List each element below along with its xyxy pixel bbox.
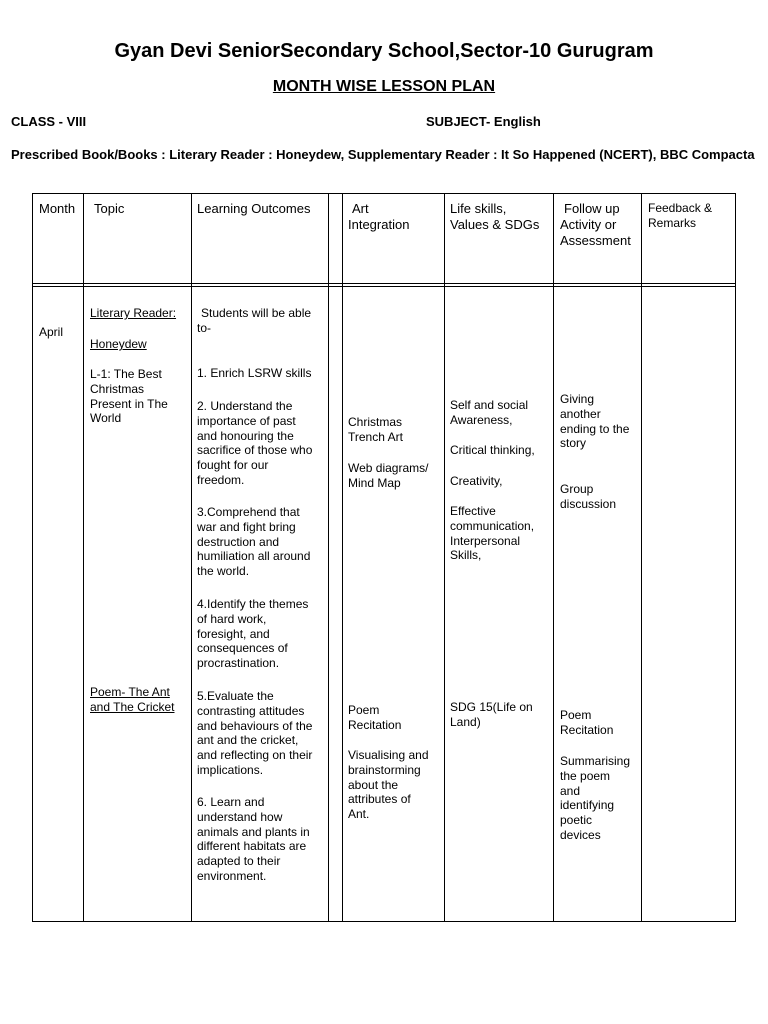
outcome-item xyxy=(197,689,312,778)
header-follow-up xyxy=(560,201,631,249)
table-border-right xyxy=(735,193,736,922)
art-line: Visualising and xyxy=(348,748,429,762)
outcome-line: fought for our xyxy=(197,458,269,473)
outcome-line: destruction and xyxy=(197,534,280,549)
header-learning-outcomes: Learning Outcomes xyxy=(197,201,311,216)
plan-title: MONTH WISE LESSON PLAN xyxy=(272,78,496,95)
follow-up-line: poetic xyxy=(560,813,593,828)
outcome-line: ant and the cricket, xyxy=(197,733,299,748)
outcome-line: the world. xyxy=(197,564,250,579)
column-divider xyxy=(342,193,343,922)
column-divider xyxy=(83,193,84,922)
outcome-item: 1. Enrich LSRW skills xyxy=(197,366,312,380)
outcome-line: procrastination. xyxy=(197,656,280,671)
art-line: attributes of xyxy=(348,792,411,807)
month-cell: April xyxy=(39,325,64,339)
follow-up-item xyxy=(560,482,616,512)
header-topic: Topic xyxy=(94,201,125,216)
header-life-line: Values & SDGs xyxy=(450,217,540,232)
follow-up-line: the poem xyxy=(560,768,611,783)
follow-up-line: identifying xyxy=(560,798,615,813)
follow-up-line: Poem xyxy=(560,708,592,722)
life-skill-line: Skills, xyxy=(450,548,482,563)
follow-up-item xyxy=(560,754,630,843)
follow-up-line: ending to the xyxy=(560,421,630,436)
topic-lesson-line: World xyxy=(90,411,122,426)
life-skill-line: SDG 15(Life on xyxy=(450,700,533,714)
art-item xyxy=(348,703,401,733)
table-border-bottom xyxy=(32,921,736,922)
outcome-item xyxy=(197,597,308,671)
life-skill-line: Land) xyxy=(450,714,481,729)
follow-up-line: story xyxy=(560,436,587,451)
column-divider xyxy=(191,193,192,922)
topic-lesson xyxy=(90,367,168,426)
outcome-line: different habitats are xyxy=(197,839,307,854)
outcome-line: and honouring the xyxy=(197,428,294,443)
column-divider xyxy=(553,193,554,922)
outcome-line: war and fight bring xyxy=(197,519,296,534)
prescribed-books: Prescribed Book/Books : Literary Reader : Honeydew, Supplementary Reader : It So Happened (NCERT), BBC Compacta xyxy=(11,147,755,162)
outcome-item xyxy=(197,399,312,488)
art-line: Poem xyxy=(348,703,380,717)
outcome-line: 5.Evaluate the xyxy=(197,689,274,703)
outcome-line: 3.Comprehend that xyxy=(197,505,300,519)
life-skill-line: Awareness, xyxy=(450,412,513,427)
follow-up-line: another xyxy=(560,406,601,421)
table-border-top xyxy=(32,193,736,194)
column-divider xyxy=(328,193,329,922)
art-item xyxy=(348,415,403,445)
outcomes-intro xyxy=(197,306,311,336)
life-skill-item: Critical thinking, xyxy=(450,443,535,457)
outcome-line: of hard work, xyxy=(197,611,267,626)
outcome-item xyxy=(197,795,310,884)
topic-poem-line: Poem- The Ant xyxy=(90,685,170,699)
outcome-line: sacrifice of those who xyxy=(197,443,313,458)
outcome-line: consequences of xyxy=(197,641,288,656)
table-header-divider xyxy=(32,283,736,284)
art-line: Ant. xyxy=(348,807,370,822)
header-feedback xyxy=(648,201,712,231)
column-divider xyxy=(641,193,642,922)
outcomes-intro-line: Students will be able xyxy=(201,306,312,320)
art-line: Trench Art xyxy=(348,429,403,444)
art-line: Web diagrams/ xyxy=(348,461,429,475)
topic-reader: Literary Reader: xyxy=(90,306,177,320)
topic-lesson-line: L-1: The Best xyxy=(90,367,162,381)
outcome-line: adapted to their xyxy=(197,854,281,869)
life-skill-item: Creativity, xyxy=(450,474,503,488)
art-line: brainstorming xyxy=(348,762,421,777)
topic-poem-line: and The Cricket xyxy=(90,699,175,714)
art-line: Recitation xyxy=(348,717,402,732)
outcome-line: 2. Understand the xyxy=(197,399,293,413)
follow-up-line: Recitation xyxy=(560,722,614,737)
outcomes-intro-line: to- xyxy=(197,320,212,335)
outcome-line: implications. xyxy=(197,762,264,777)
outcome-item xyxy=(197,505,310,579)
topic-lesson-line: Present in The xyxy=(90,396,168,411)
art-item xyxy=(348,461,428,491)
table-border-left xyxy=(32,193,33,922)
header-art-line: Integration xyxy=(348,217,410,232)
header-art-integration xyxy=(348,201,409,233)
follow-up-item xyxy=(560,392,629,451)
header-art-line: Art xyxy=(352,201,369,216)
follow-up-line: and xyxy=(560,783,581,798)
school-title: Gyan Devi SeniorSecondary School,Sector-10 Gurugram xyxy=(114,40,654,62)
header-life-skills xyxy=(450,201,539,233)
outcome-line: animals and plants in xyxy=(197,824,310,839)
header-month: Month xyxy=(39,201,76,216)
outcome-line: and behaviours of the xyxy=(197,718,313,733)
art-item xyxy=(348,748,429,822)
outcome-line: 4.Identify the themes xyxy=(197,597,309,611)
outcome-line: environment. xyxy=(197,868,267,883)
header-follow-line: Assessment xyxy=(560,233,631,248)
header-feedback-line: Remarks xyxy=(648,215,697,230)
art-line: about the xyxy=(348,777,399,792)
life-skill-item xyxy=(450,504,534,563)
life-skill-line: communication, xyxy=(450,518,535,533)
header-follow-line: Activity or xyxy=(560,217,617,232)
follow-up-line: Group xyxy=(560,482,594,496)
outcome-line: importance of past xyxy=(197,413,296,428)
follow-up-line: Giving xyxy=(560,392,595,406)
subject-label: SUBJECT- English xyxy=(426,114,541,129)
class-label: CLASS - VIII xyxy=(11,114,87,129)
column-divider xyxy=(444,193,445,922)
outcome-line: and reflecting on their xyxy=(197,748,313,763)
header-follow-line: Follow up xyxy=(564,201,620,216)
life-skill-line: Effective xyxy=(450,504,496,518)
table-header-divider xyxy=(32,286,736,287)
life-skill-item xyxy=(450,700,533,730)
outcome-line: freedom. xyxy=(197,472,245,487)
header-life-line: Life skills, xyxy=(450,201,507,216)
life-skill-line: Interpersonal xyxy=(450,533,521,548)
outcome-line: contrasting attitudes xyxy=(197,703,305,718)
follow-up-line: devices xyxy=(560,827,601,842)
header-feedback-line: Feedback & xyxy=(648,201,713,215)
topic-lesson-line: Christmas xyxy=(90,381,145,396)
life-skill-item xyxy=(450,398,528,428)
art-line: Christmas xyxy=(348,415,403,429)
life-skill-line: Self and social xyxy=(450,398,529,412)
outcome-line: foresight, and xyxy=(197,626,270,641)
outcome-line: understand how xyxy=(197,809,283,824)
outcome-line: humiliation all around xyxy=(197,549,311,564)
follow-up-line: discussion xyxy=(560,496,617,511)
outcome-line: 6. Learn and xyxy=(197,795,265,809)
topic-book: Honeydew xyxy=(90,337,147,351)
follow-up-item xyxy=(560,708,613,738)
follow-up-line: Summarising xyxy=(560,754,631,768)
topic-poem xyxy=(90,685,175,715)
art-line: Mind Map xyxy=(348,475,401,490)
